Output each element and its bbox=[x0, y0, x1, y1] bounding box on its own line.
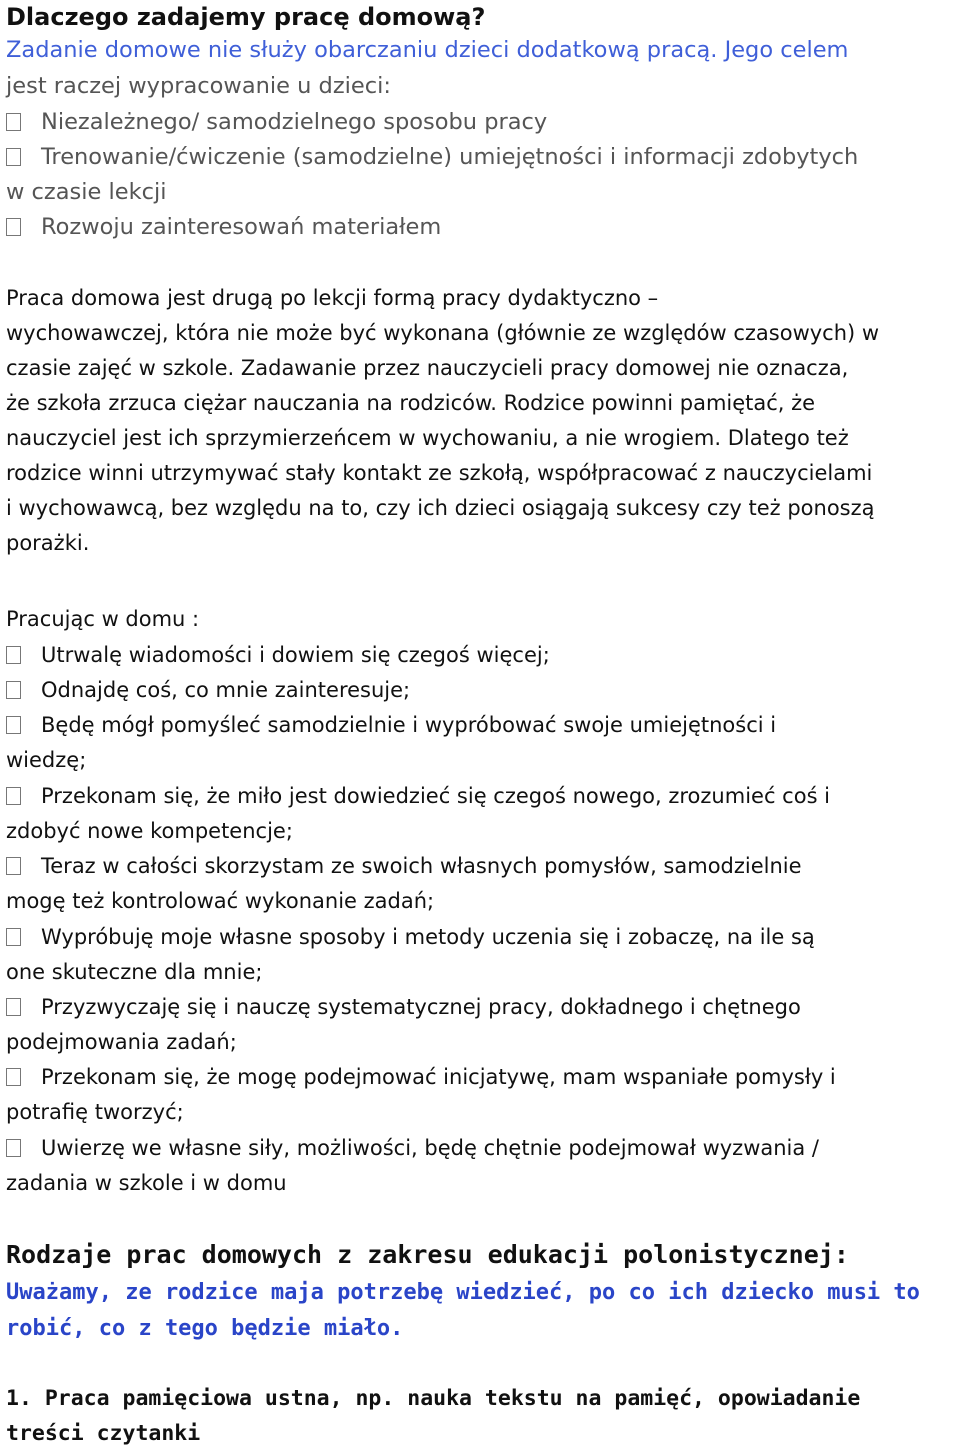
paragraph-line: czasie zajęć w szkole. Zadawanie przez nauczycieli pracy domowej nie oznacza, bbox=[6, 356, 849, 380]
home-item bbox=[6, 851, 802, 881]
home-item-continued: wiedzę; bbox=[6, 748, 87, 772]
section2-heading: Rodzaje prac domowych z zakresu edukacji polonistycznej: bbox=[6, 1240, 849, 1269]
home-item-continued: mogę też kontrolować wykonanie zadań; bbox=[6, 889, 435, 913]
home-item-continued: one skuteczne dla mnie; bbox=[6, 960, 263, 984]
home-item-text: Utrwalę wiadomości i dowiem się czegoś więcej; bbox=[41, 643, 550, 667]
home-item bbox=[6, 1133, 819, 1163]
checkbox-glyph-icon bbox=[6, 998, 21, 1016]
home-item bbox=[6, 781, 830, 811]
homework-type-item-1-continued: treści czytanki bbox=[6, 1421, 201, 1446]
home-item-text: Będę mógł pomyśleć samodzielnie i wypróbować swoje umiejętności i bbox=[41, 713, 777, 737]
checkbox-glyph-icon bbox=[6, 148, 21, 166]
paragraph-line: że szkoła zrzuca ciężar nauczania na rodziców. Rodzice powinni pamiętać, że bbox=[6, 391, 816, 415]
goal-text: Rozwoju zainteresowań materiałem bbox=[41, 214, 442, 240]
checkbox-glyph-icon bbox=[6, 1068, 21, 1086]
home-item-text: Odnajdę coś, co mnie zainteresuje; bbox=[41, 678, 411, 702]
checkbox-glyph-icon bbox=[6, 716, 21, 734]
intro-line-1: Zadanie domowe nie służy obarczaniu dzieci dodatkową pracą. Jego celem bbox=[6, 37, 849, 63]
home-item-text: Przekonam się, że miło jest dowiedzieć się czegoś nowego, zrozumieć coś i bbox=[41, 784, 831, 808]
checkbox-glyph-icon bbox=[6, 857, 21, 875]
home-item-text: Wypróbuję moje własne sposoby i metody uczenia się i zobaczę, na ile są bbox=[41, 925, 815, 949]
checkbox-glyph-icon bbox=[6, 646, 21, 664]
home-item-continued: zdobyć nowe kompetencje; bbox=[6, 819, 293, 843]
home-item bbox=[6, 922, 815, 952]
checkbox-glyph-icon bbox=[6, 1139, 21, 1157]
home-item-text: Teraz w całości skorzystam ze swoich własnych pomysłów, samodzielnie bbox=[41, 854, 802, 878]
section2-note-line-2: robić, co z tego będzie miało. bbox=[6, 1316, 404, 1341]
home-item bbox=[6, 1062, 836, 1092]
home-item bbox=[6, 640, 550, 670]
paragraph-line: wychowawczej, która nie może być wykonana (głównie ze względów czasowych) w bbox=[6, 321, 880, 345]
goal-item-1 bbox=[6, 107, 547, 137]
checkbox-glyph-icon bbox=[6, 113, 21, 131]
intro-line-2: jest raczej wypracowanie u dzieci: bbox=[6, 73, 391, 99]
goal-text: Niezależnego/ samodzielnego sposobu pracy bbox=[41, 109, 548, 135]
goal-item-2 bbox=[6, 142, 858, 172]
goal-text: Trenowanie/ćwiczenie (samodzielne) umiejętności i informacji zdobytych bbox=[41, 144, 859, 170]
checkbox-glyph-icon bbox=[6, 681, 21, 699]
goal-item-3 bbox=[6, 212, 441, 242]
paragraph-line: Praca domowa jest drugą po lekcji formą pracy dydaktyczno – bbox=[6, 286, 659, 310]
home-item-text: Przekonam się, że mogę podejmować inicjatywę, mam wspaniałe pomysły i bbox=[41, 1065, 836, 1089]
goal-item-2-continued: w czasie lekcji bbox=[6, 179, 167, 205]
home-item-continued: zadania w szkole i w domu bbox=[6, 1171, 287, 1195]
home-item-continued: podejmowania zadań; bbox=[6, 1030, 237, 1054]
paragraph-line: i wychowawcą, bez względu na to, czy ich dzieci osiągają sukcesy czy też ponoszą bbox=[6, 496, 875, 520]
paragraph-line: rodzice winni utrzymywać stały kontakt ze szkołą, współpracować z nauczycielami bbox=[6, 461, 873, 485]
paragraph-line: porażki. bbox=[6, 531, 90, 555]
home-item bbox=[6, 710, 776, 740]
section2-note-line-1: Uważamy, ze rodzice maja potrzebę wiedzieć, po co ich dziecko musi to bbox=[6, 1280, 920, 1305]
home-item bbox=[6, 675, 410, 705]
home-item bbox=[6, 992, 801, 1022]
home-heading: Pracując w domu : bbox=[6, 607, 200, 631]
checkbox-glyph-icon bbox=[6, 218, 21, 236]
checkbox-glyph-icon bbox=[6, 787, 21, 805]
homework-type-item-1: 1. Praca pamięciowa ustna, np. nauka tekstu na pamięć, opowiadanie bbox=[6, 1386, 861, 1411]
page-title: Dlaczego zadajemy pracę domową? bbox=[6, 3, 486, 31]
home-item-text: Uwierzę we własne siły, możliwości, będę chętnie podejmował wyzwania / bbox=[41, 1136, 820, 1160]
home-item-text: Przyzwyczaję się i nauczę systematycznej pracy, dokładnego i chętnego bbox=[41, 995, 801, 1019]
checkbox-glyph-icon bbox=[6, 928, 21, 946]
home-item-continued: potrafię tworzyć; bbox=[6, 1100, 184, 1124]
paragraph-line: nauczyciel jest ich sprzymierzeńcem w wychowaniu, a nie wrogiem. Dlatego też bbox=[6, 426, 849, 450]
